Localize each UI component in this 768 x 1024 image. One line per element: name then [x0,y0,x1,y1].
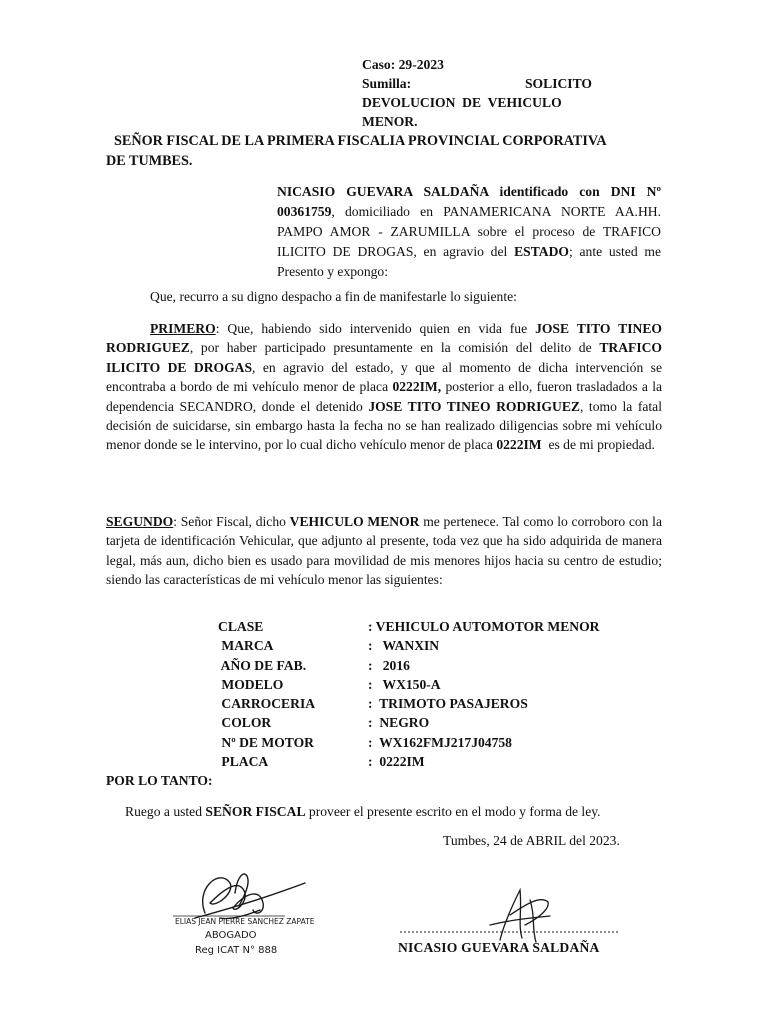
intro-text-2: ; ante usted me Presento y expongo: [277,244,661,279]
primero-text-3: , en agravio del estado, y que al momento de dicha intervención se encontraba a bordo de mi vehículo menor de placa [106,359,662,395]
ruego-text-1: Ruego a usted [125,804,206,819]
primero-placa-1: 0222IM, [392,379,442,395]
spec-row [218,713,600,732]
primero-text-2: , por haber participado presuntamente en la comisión del delito de [189,340,600,356]
segundo-vehiculo: VEHICULO MENOR [289,514,420,529]
segundo-text-2: me pertenece. Tal como lo corroboro con la tarjeta de identificación Vehicular, que adjunto al presente, toda vez que ha sido adquirida de manera legal, más aun, dicho bien es usado para movilidad de mis menores hijos hacia su centro de estudio; siendo las características de mi vehículo menor las siguientes: [106,514,662,588]
spec-value: : 0222IM [368,754,425,770]
petitioner-name-signature: NICASIO GUEVARA SALDAÑA [398,940,600,955]
primero-text-4: posterior a ello, fueron trasladados a la dependencia SECANDRO, donde el detenido [106,379,662,414]
spec-key: PLACA [218,754,269,770]
paragraph-segundo [106,512,662,590]
spec-value: : NEGRO [368,715,430,731]
spec-value: : WX162FMJ217J04758 [368,734,512,750]
spec-row [218,675,600,694]
spec-key: MARCA [218,638,274,654]
sumilla-word: SOLICITO [525,76,592,91]
spec-key: Nº DE MOTOR [218,734,314,750]
stamp-title: ABOGADO [205,930,257,941]
sumilla-row [362,74,592,93]
ruego-text-2: proveer el presente escrito en el modo y forma de ley. [305,804,601,819]
intro-estado: ESTADO [514,244,569,259]
greeting: Que, recurro a su digno despacho a fin de manifestarle lo siguiente: [150,289,517,304]
spec-value: : WANXIN [368,638,440,654]
spec-value: : TRIMOTO PASAJEROS [368,696,528,712]
vehicle-specs [218,617,600,771]
sumilla-line-2: DEVOLUCION DE VEHICULO [362,95,562,110]
primero-placa-2: 0222IM [496,437,542,453]
stamp-name: ELIAS JEAN PIERRE SANCHEZ ZAPATE [175,917,315,926]
spec-row [218,617,600,636]
addressee-line-1: SEÑOR FISCAL DE LA PRIMERA FISCALIA PROVINCIAL CORPORATIVA [114,133,607,149]
spec-value: : 2016 [368,657,410,673]
addressee [106,131,666,171]
petitioner-name-id: NICASIO GUEVARA SALDAÑA identificado con DNI Nº [277,184,661,199]
sumilla-label: Sumilla: [362,76,412,91]
primero-text-1: : Que, habiendo sido intervenido quien en vida fue [215,321,536,336]
stamp-reg: Reg ICAT N° 888 [195,945,278,956]
petitioner-intro [277,182,661,282]
spec-key: CLASE [218,619,264,634]
petitioner-dni: 00361759 [277,204,332,219]
por-lo-tanto: POR LO TANTO: [106,773,213,788]
addressee-line-2: DE TUMBES. [106,153,193,169]
primero-name-2: JOSE TITO TINEO RODRIGUEZ [368,398,580,414]
intro-text-1: , domiciliado en PANAMERICANA NORTE AA.HH. PAMPO AMOR - ZARUMILLA sobre el proceso de TRAFICO ILICITO DE DROGAS, en agravio del [277,204,661,259]
spec-key: MODELO [218,676,284,692]
segundo-text-1: : Señor Fiscal, dicho [173,514,290,529]
ruego-senor: SEÑOR FISCAL [205,804,306,819]
spec-value: : WX150-A [368,676,441,692]
primero-name-1: JOSE TITO TINEO RODRIGUEZ [106,321,662,356]
spec-value: : VEHICULO AUTOMOTOR MENOR [368,619,600,634]
primero-label: PRIMERO [150,321,216,336]
primero-text-6: es de mi propiedad. [541,437,655,453]
spec-key: CARROCERIA [218,696,316,712]
spec-key: AÑO DE FAB. [218,657,307,673]
spec-row [218,752,600,771]
spec-row [218,636,600,655]
date-line: Tumbes, 24 de ABRIL del 2023. [443,833,620,848]
primero-delito: TRAFICO ILICITO DE DROGAS [106,340,662,375]
case-number: Caso: 29-2023 [362,57,444,72]
lawyer-signature-stamp [135,858,335,978]
spec-row [218,694,600,713]
segundo-label: SEGUNDO [106,514,174,529]
spec-key: COLOR [218,715,272,731]
spec-row [218,733,600,752]
sumilla-line-3: MENOR. [362,114,418,129]
spec-row [218,656,600,675]
case-header [362,55,592,131]
primero-text-5: , tomo la fatal decisión de suicidarse, sin embargo hasta la fecha no se han realizado diligencias sobre mi vehículo menor donde se le intervino, por lo cual dicho vehículo menor de placa [106,398,662,453]
paragraph-primero [106,319,662,455]
request-line [125,804,601,820]
